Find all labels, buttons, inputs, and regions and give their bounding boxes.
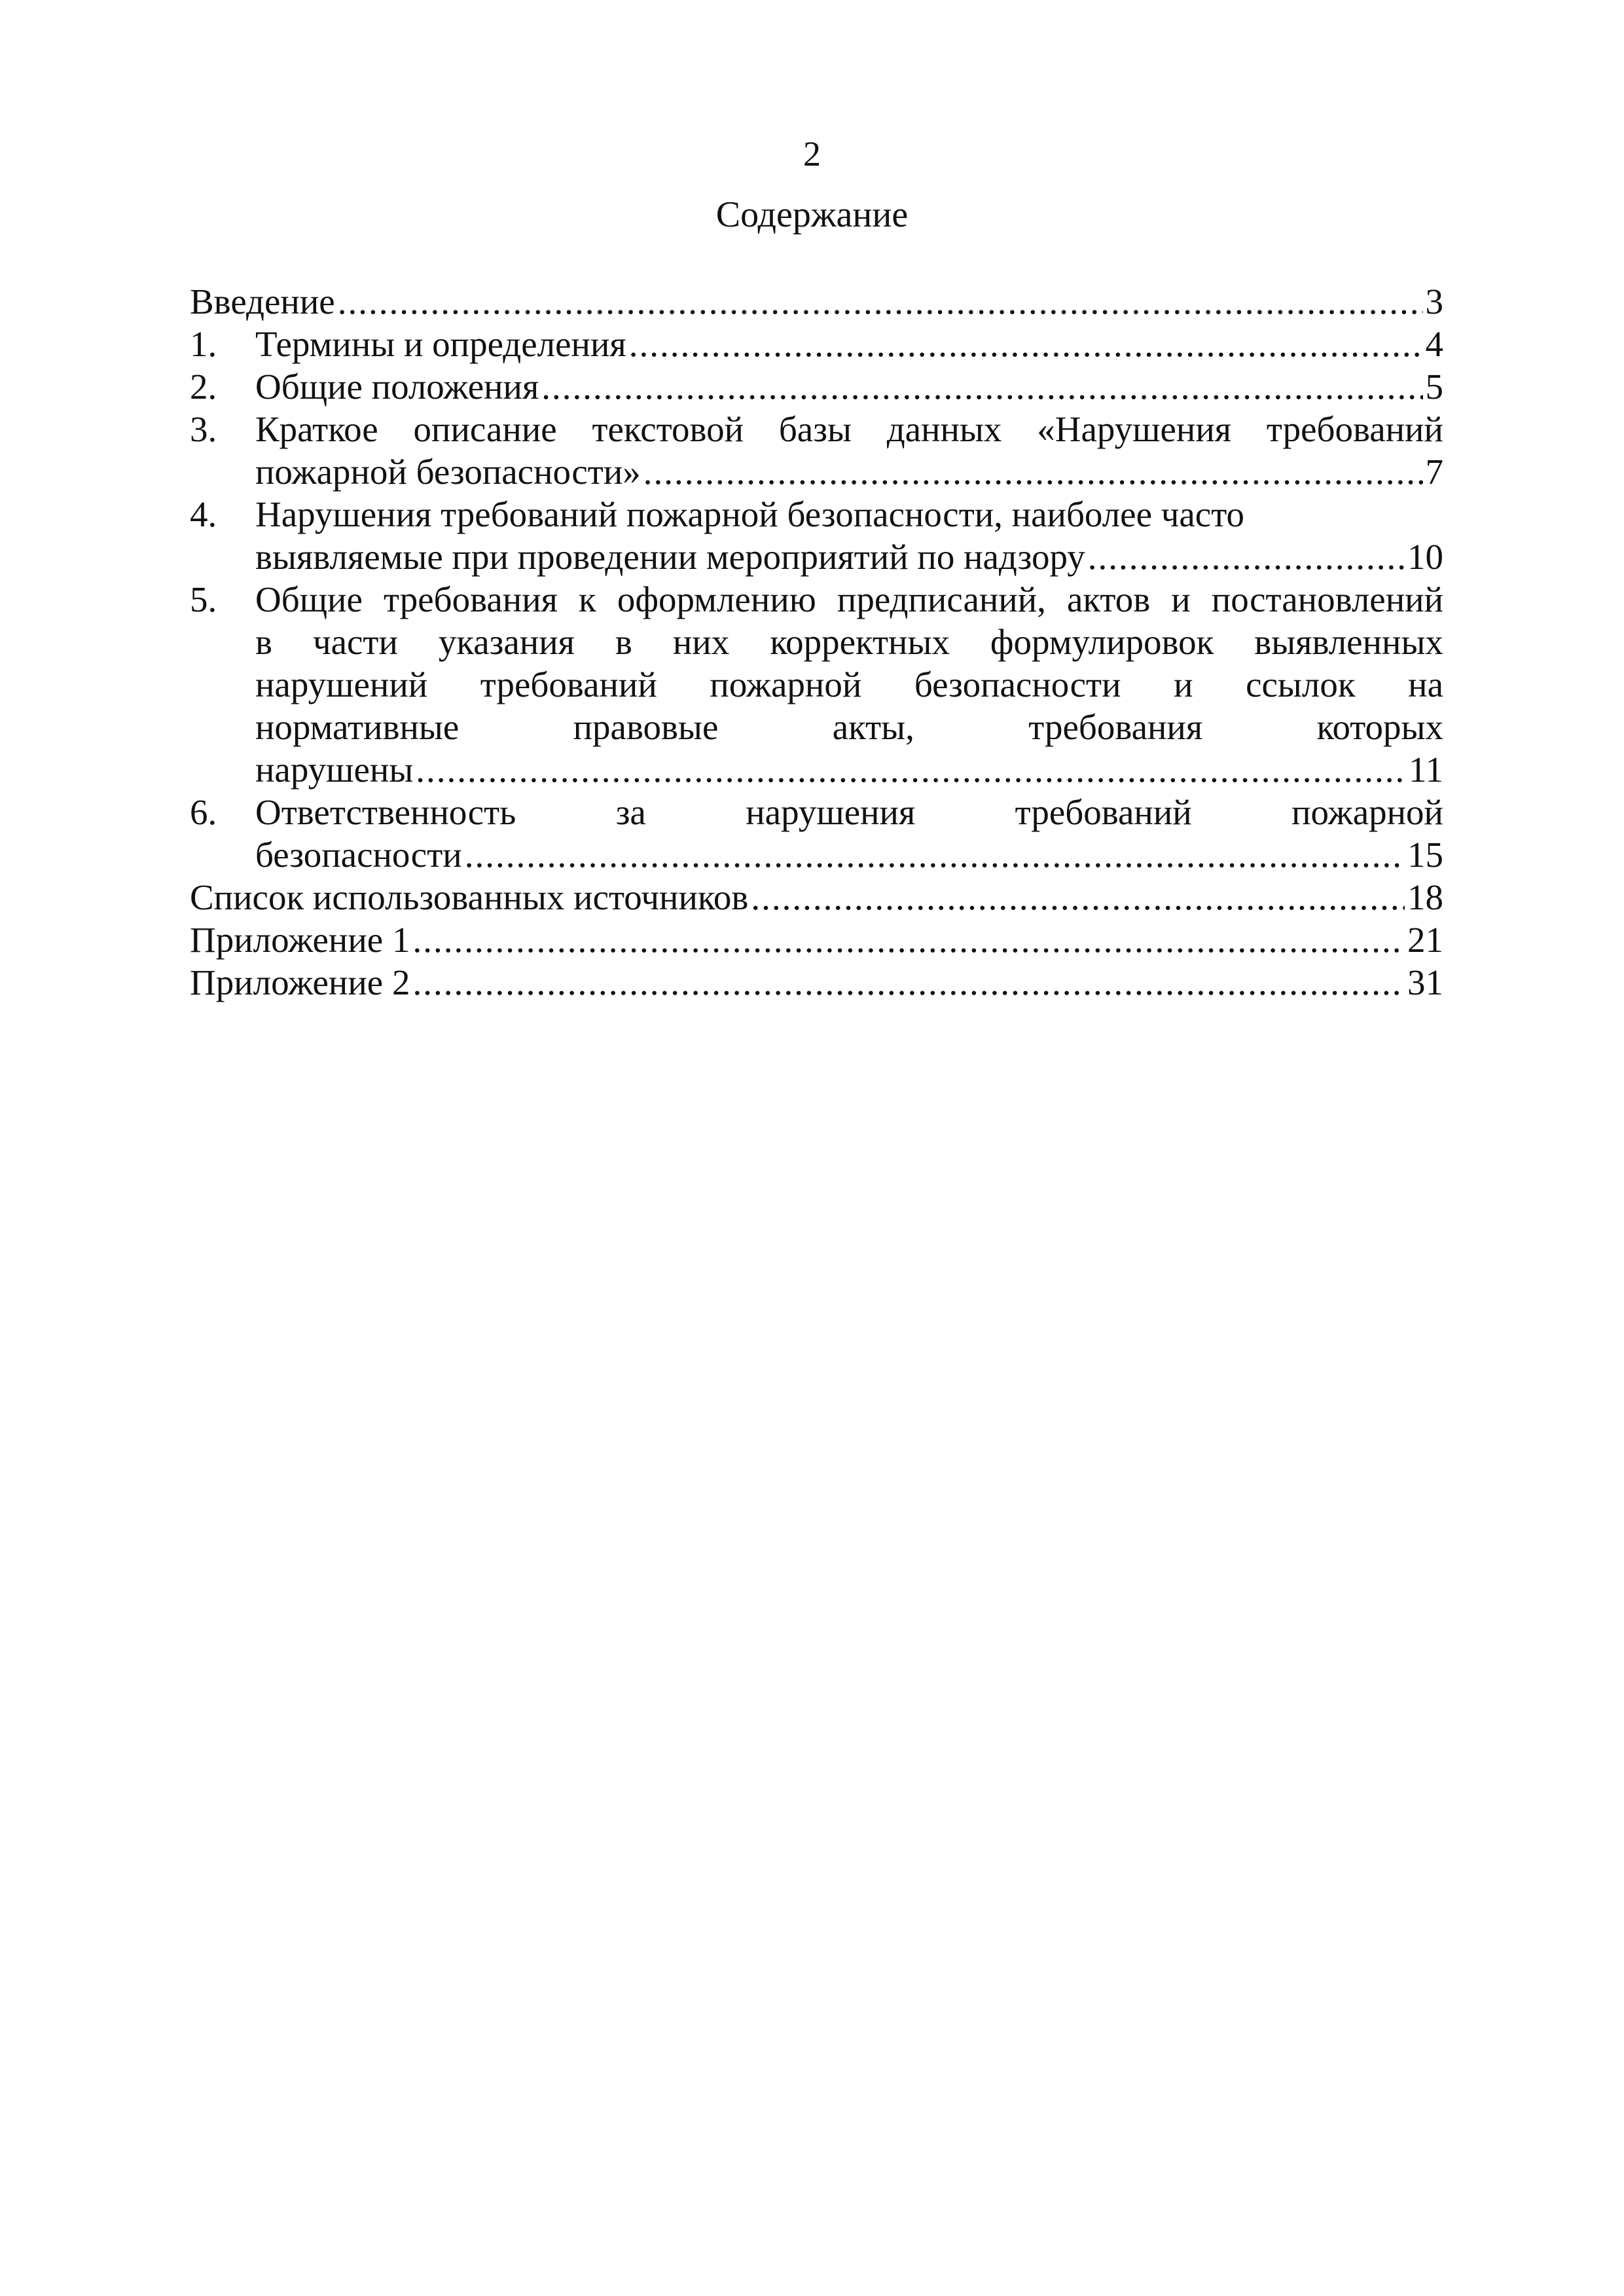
dot-leader	[629, 323, 1423, 365]
toc-title: Содержание	[715, 194, 909, 235]
word: предписаний,	[837, 579, 1046, 619]
toc-entry-title: пожарной безопасности»	[255, 452, 641, 492]
toc-entry-appendix-1	[190, 919, 1443, 961]
table-of-contents	[190, 280, 1443, 1004]
toc-entry-number: 4.	[190, 494, 217, 534]
toc-entry-title: Термины и определения	[255, 324, 626, 364]
toc-entry-line	[255, 791, 1443, 833]
toc-page-number: 10	[1407, 537, 1443, 577]
toc-entry-references	[190, 876, 1443, 919]
word: базы	[778, 409, 852, 449]
toc-entry-2	[190, 365, 1443, 408]
toc-entry-title: Список использованных источников	[190, 877, 749, 917]
toc-page-number: 7	[1425, 452, 1443, 492]
word: к	[579, 579, 596, 619]
toc-page-number: 11	[1409, 750, 1443, 790]
toc-entry-line	[255, 578, 1443, 621]
toc-entry-number: 1.	[190, 324, 217, 364]
word: нарушений	[255, 665, 428, 704]
word: нарушения	[746, 792, 916, 832]
word: корректных	[770, 622, 950, 662]
word: формулировок	[990, 622, 1214, 662]
word: оформлению	[617, 579, 816, 619]
toc-entry-5	[190, 578, 1443, 791]
word: пожарной	[1291, 792, 1443, 832]
word: части	[312, 622, 398, 662]
page-number: 2	[803, 134, 821, 173]
toc-entry-6	[190, 791, 1443, 876]
toc-entry-title: Общие положения	[255, 367, 539, 407]
word: в	[255, 622, 272, 662]
word: требования	[384, 579, 558, 619]
dot-leader	[643, 450, 1423, 493]
dot-leader	[338, 280, 1423, 323]
toc-page-number: 21	[1407, 920, 1443, 960]
toc-entry-title: безопасности	[255, 835, 462, 875]
toc-entry-title: Приложение 2	[190, 962, 410, 1002]
toc-entry-number: 2.	[190, 367, 217, 407]
word: акты,	[832, 707, 914, 747]
toc-page-number: 15	[1407, 835, 1443, 875]
word: в	[615, 622, 632, 662]
toc-entry-line	[255, 621, 1443, 663]
toc-entry-title: нарушены	[255, 750, 414, 790]
word: Краткое	[255, 409, 378, 449]
word: пожарной	[710, 665, 862, 704]
dot-leader	[412, 919, 1405, 961]
word: требований	[1015, 792, 1192, 832]
word: безопасности	[914, 665, 1121, 704]
dot-leader	[465, 833, 1405, 876]
toc-page-number: 5	[1425, 367, 1443, 407]
toc-entry-3	[190, 408, 1443, 493]
word: на	[1408, 665, 1443, 704]
toc-entry-line	[255, 663, 1443, 706]
toc-entry-number: 3.	[190, 409, 217, 449]
word: указания	[438, 622, 575, 662]
toc-entry-title: Приложение 1	[190, 920, 410, 960]
toc-page-number: 4	[1425, 324, 1443, 364]
word: выявленных	[1254, 622, 1443, 662]
toc-page-number: 31	[1407, 962, 1443, 1002]
word: требования	[1028, 707, 1203, 747]
toc-entry-4	[190, 493, 1443, 578]
word: данных	[886, 409, 1002, 449]
word: которых	[1316, 707, 1443, 747]
word: ссылок	[1246, 665, 1356, 704]
word: правовые	[573, 707, 719, 747]
dot-leader	[541, 365, 1422, 408]
word: «Нарушения	[1037, 409, 1232, 449]
toc-entry-line	[255, 408, 1443, 450]
word: и	[1171, 579, 1191, 619]
word: за	[615, 792, 646, 832]
word: текстовой	[592, 409, 744, 449]
toc-entry-line	[255, 493, 1443, 536]
toc-entry-appendix-2	[190, 961, 1443, 1004]
dot-leader	[416, 748, 1406, 791]
word: Нарушения требований пожарной безопасности, наиболее часто	[255, 494, 1245, 534]
word: требований	[480, 665, 657, 704]
word: них	[672, 622, 730, 662]
toc-page-number: 18	[1407, 877, 1443, 917]
word: постановлений	[1211, 579, 1443, 619]
dot-leader	[1088, 536, 1405, 578]
toc-page-number: 3	[1425, 282, 1443, 321]
word: описание	[413, 409, 557, 449]
word: и	[1174, 665, 1193, 704]
toc-entry-line	[255, 706, 1443, 748]
toc-entry-title: Введение	[190, 282, 335, 321]
word: требований	[1266, 409, 1443, 449]
dot-leader	[412, 961, 1405, 1004]
toc-entry-1	[190, 323, 1443, 365]
toc-entry-introduction	[190, 280, 1443, 323]
word: актов	[1067, 579, 1151, 619]
word: нормативные	[255, 707, 460, 747]
word: Ответственность	[255, 792, 516, 832]
toc-entry-number: 6.	[190, 792, 217, 832]
dot-leader	[751, 876, 1405, 919]
toc-entry-title: выявляемые при проведении мероприятий по надзору	[255, 537, 1085, 577]
word: Общие	[255, 579, 363, 619]
toc-entry-number: 5.	[190, 579, 217, 619]
